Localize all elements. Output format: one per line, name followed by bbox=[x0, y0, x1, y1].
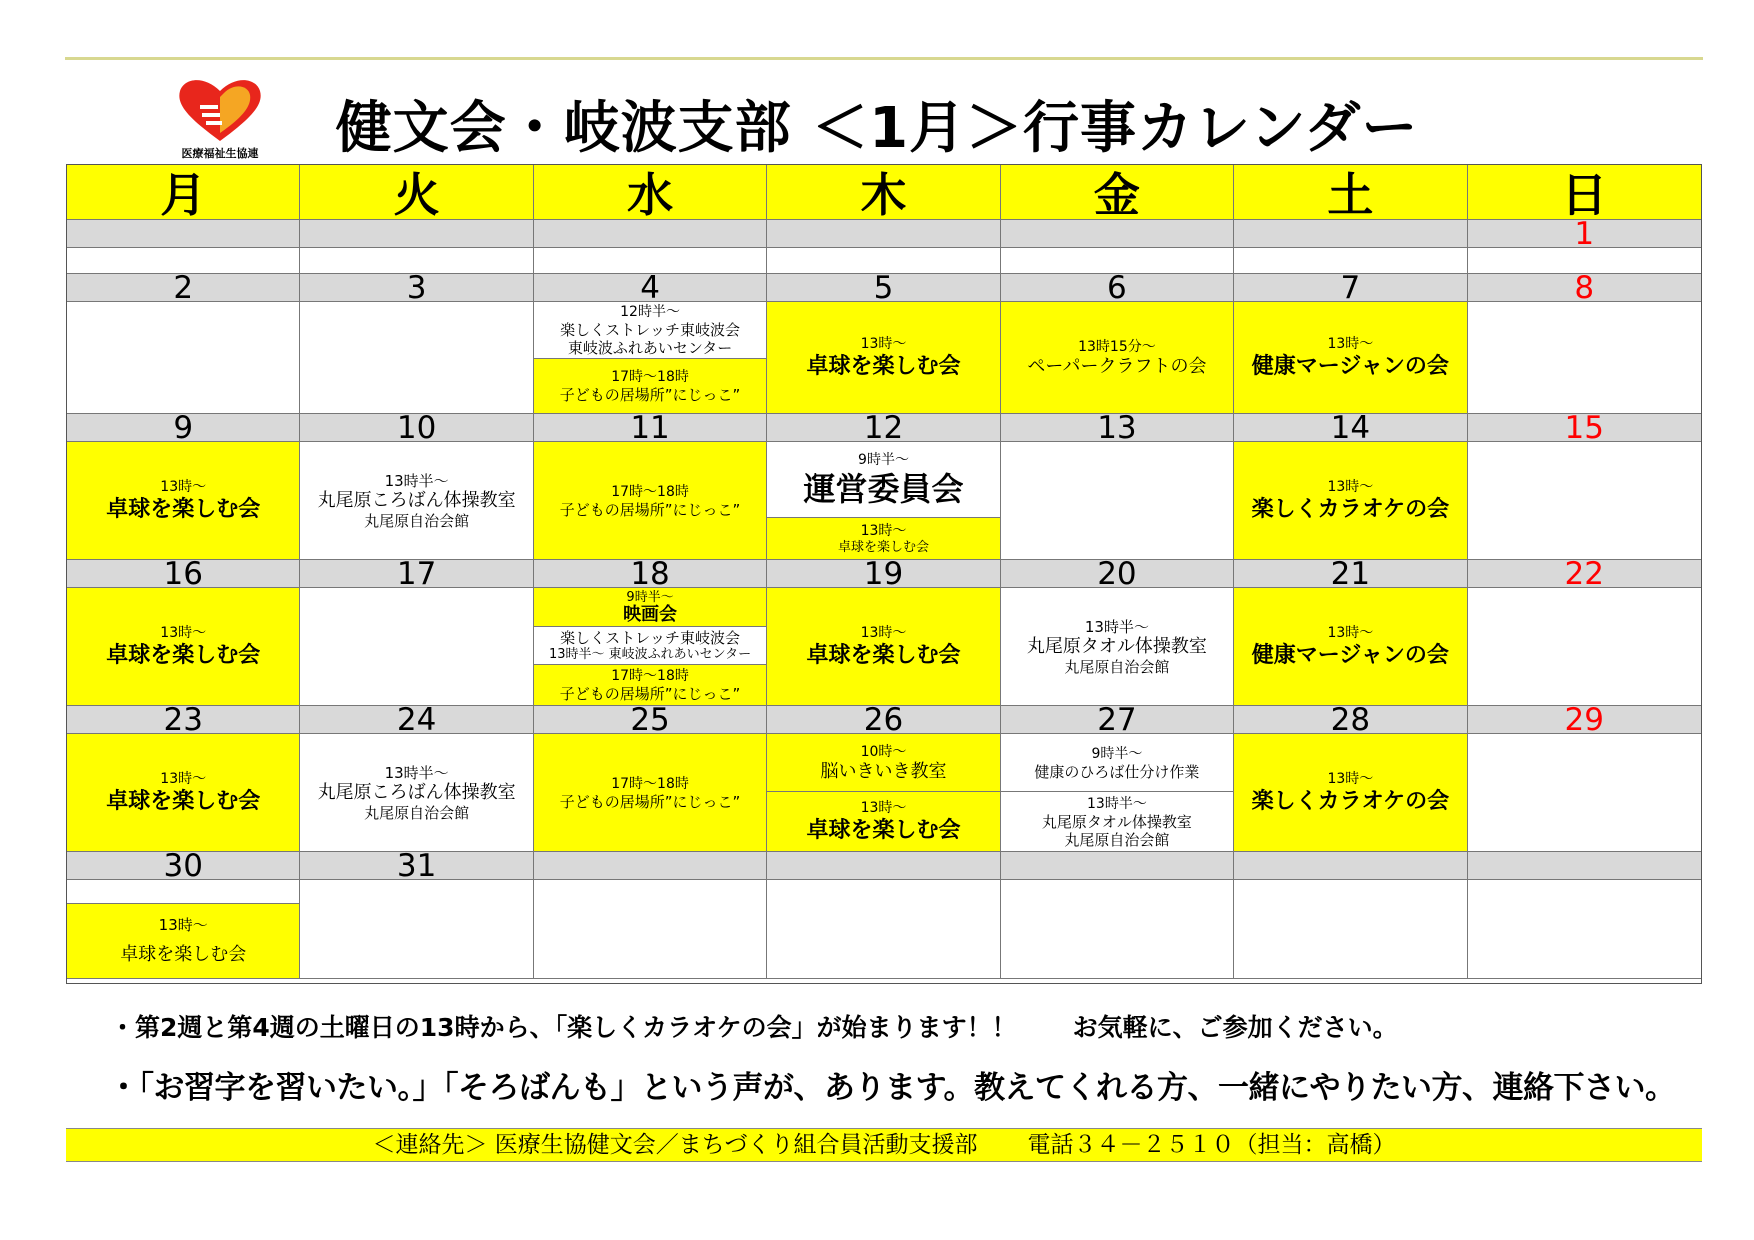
weekday-fri: 金 bbox=[1001, 165, 1234, 220]
weekday-thu: 木 bbox=[767, 165, 1000, 220]
event-stretch: 12時半～ 楽しくストレッチ東岐波会 東岐波ふれあいセンター bbox=[534, 302, 766, 359]
event-cell bbox=[1001, 880, 1234, 979]
event-cell bbox=[1468, 588, 1701, 706]
event-cell bbox=[1468, 734, 1701, 852]
event-nijikko: 17時～18時 子どもの居場所”にじっこ” bbox=[534, 665, 766, 705]
date-26: 26 bbox=[767, 706, 1000, 734]
date-16: 16 bbox=[67, 560, 300, 588]
event-cell bbox=[1468, 442, 1701, 560]
event-cell-23: 13時～ 卓球を楽しむ会 bbox=[67, 734, 300, 852]
date-21: 21 bbox=[1234, 560, 1467, 588]
event-cell bbox=[1234, 248, 1467, 274]
date-cell bbox=[767, 220, 1000, 248]
date-cell bbox=[67, 220, 300, 248]
event-cell-19: 13時～ 卓球を楽しむ会 bbox=[767, 588, 1000, 706]
page-title: 健文会・岐波支部 ＜1月＞行事カレンダー bbox=[335, 96, 1419, 161]
event-committee: 9時半～ 運営委員会 bbox=[767, 442, 999, 518]
event-cell-26 bbox=[767, 734, 1000, 852]
event-cell bbox=[300, 248, 533, 274]
date-cell bbox=[1234, 220, 1467, 248]
date-25: 25 bbox=[534, 706, 767, 734]
event-cell-30: 13時～ 卓球を楽しむ会 bbox=[67, 904, 300, 979]
date-7: 7 bbox=[1234, 274, 1467, 302]
top-rule bbox=[65, 57, 1703, 60]
logo-text: 医療福祉生協連 bbox=[181, 147, 259, 160]
event-cell bbox=[534, 248, 767, 274]
event-cell-16: 13時～ 卓球を楽しむ会 bbox=[67, 588, 300, 706]
event-cell bbox=[1468, 302, 1701, 414]
date-9: 9 bbox=[67, 414, 300, 442]
date-cell bbox=[1234, 852, 1467, 880]
date-4: 4 bbox=[534, 274, 767, 302]
event-cell-27 bbox=[1001, 734, 1234, 852]
event-cell bbox=[300, 302, 533, 414]
event-cell bbox=[1468, 880, 1701, 979]
event-cell-9: 13時～ 卓球を楽しむ会 bbox=[67, 442, 300, 560]
date-11: 11 bbox=[534, 414, 767, 442]
event-cell-21: 13時～ 健康マージャンの会 bbox=[1234, 588, 1467, 706]
event-cell bbox=[534, 880, 767, 979]
event-cell-12 bbox=[767, 442, 1000, 560]
weekday-mon: 月 bbox=[67, 165, 300, 220]
date-10: 10 bbox=[300, 414, 533, 442]
event-cell bbox=[67, 302, 300, 414]
date-30: 30 bbox=[67, 852, 300, 880]
event-brain: 10時～ 脳いきいき教室 bbox=[767, 734, 999, 792]
event-cell-4 bbox=[534, 302, 767, 414]
event-nijikko: 17時～18時 子どもの居場所”にじっこ” bbox=[534, 359, 766, 413]
event-cell bbox=[1234, 880, 1467, 979]
date-cell bbox=[534, 220, 767, 248]
event-cell bbox=[67, 880, 300, 904]
date-12: 12 bbox=[767, 414, 1000, 442]
weekday-sun: 日 bbox=[1468, 165, 1701, 220]
date-27: 27 bbox=[1001, 706, 1234, 734]
event-cell bbox=[767, 880, 1000, 979]
date-29: 29 bbox=[1468, 706, 1701, 734]
date-23: 23 bbox=[67, 706, 300, 734]
date-17: 17 bbox=[300, 560, 533, 588]
event-cell-20: 13時半～ 丸尾原タオル体操教室 丸尾原自治会館 bbox=[1001, 588, 1234, 706]
event-cell bbox=[767, 248, 1000, 274]
weekday-tue: 火 bbox=[300, 165, 533, 220]
event-pingpong: 13時～ 卓球を楽しむ会 bbox=[767, 518, 999, 559]
event-cell-7: 13時～ 健康マージャンの会 bbox=[1234, 302, 1467, 414]
date-5: 5 bbox=[767, 274, 1000, 302]
date-cell bbox=[1001, 220, 1234, 248]
weekday-sat: 土 bbox=[1234, 165, 1467, 220]
contact-bar: ＜連絡先＞ 医療生協健文会／まちづくり組合員活動支援部 電話３４－２５１０（担当：高橋） bbox=[66, 1128, 1702, 1162]
event-cell bbox=[1001, 442, 1234, 560]
date-31: 31 bbox=[300, 852, 533, 880]
date-cell bbox=[534, 852, 767, 880]
event-pingpong: 13時～ 卓球を楽しむ会 bbox=[767, 792, 999, 851]
date-3: 3 bbox=[300, 274, 533, 302]
notice-calligraphy: ・「お習字を習いたい。」「そろばんも」という声が、あります。教えてくれる方、一緒にやりたい方、連絡下さい。 bbox=[108, 1070, 1676, 1106]
event-cell-18 bbox=[534, 588, 767, 706]
event-cell bbox=[67, 248, 300, 274]
weekday-wed: 水 bbox=[534, 165, 767, 220]
date-20: 20 bbox=[1001, 560, 1234, 588]
event-cell-24: 13時半～ 丸尾原ころばん体操教室 丸尾原自治会館 bbox=[300, 734, 533, 852]
date-18: 18 bbox=[534, 560, 767, 588]
event-cell-11: 17時～18時 子どもの居場所”にじっこ” bbox=[534, 442, 767, 560]
date-13: 13 bbox=[1001, 414, 1234, 442]
event-cell bbox=[300, 880, 533, 979]
event-cell-25: 17時～18時 子どもの居場所”にじっこ” bbox=[534, 734, 767, 852]
notice-karaoke: ・第2週と第4週の土曜日の13時から、「楽しくカラオケの会」が始まります！！ お気軽に、ご参加ください。 bbox=[110, 1013, 1398, 1042]
event-cell-28: 13時～ 楽しくカラオケの会 bbox=[1234, 734, 1467, 852]
event-cell-10: 13時半～ 丸尾原ころばん体操教室 丸尾原自治会館 bbox=[300, 442, 533, 560]
date-cell bbox=[1001, 852, 1234, 880]
event-cell bbox=[1001, 248, 1234, 274]
event-sorting: 9時半～ 健康のひろば仕分け作業 bbox=[1001, 734, 1233, 792]
event-cell-6: 13時15分～ ペーパークラフトの会 bbox=[1001, 302, 1234, 414]
date-24: 24 bbox=[300, 706, 533, 734]
event-cell-5: 13時～ 卓球を楽しむ会 bbox=[767, 302, 1000, 414]
event-cell bbox=[300, 588, 533, 706]
date-cell bbox=[300, 220, 533, 248]
event-stretch: 楽しくストレッチ東岐波会 13時半～ 東岐波ふれあいセンター bbox=[534, 627, 766, 665]
date-15: 15 bbox=[1468, 414, 1701, 442]
event-movie: 9時半～ 映画会 bbox=[534, 588, 766, 627]
event-cell-14: 13時～ 楽しくカラオケの会 bbox=[1234, 442, 1467, 560]
date-22: 22 bbox=[1468, 560, 1701, 588]
date-2: 2 bbox=[67, 274, 300, 302]
date-cell bbox=[767, 852, 1000, 880]
date-8: 8 bbox=[1468, 274, 1701, 302]
calendar-grid bbox=[66, 164, 1702, 984]
date-19: 19 bbox=[767, 560, 1000, 588]
date-14: 14 bbox=[1234, 414, 1467, 442]
date-cell bbox=[1468, 852, 1701, 880]
event-towel: 13時半～ 丸尾原タオル体操教室 丸尾原自治会館 bbox=[1001, 792, 1233, 851]
event-cell bbox=[1468, 248, 1701, 274]
date-28: 28 bbox=[1234, 706, 1467, 734]
date-1: 1 bbox=[1468, 220, 1701, 248]
date-6: 6 bbox=[1001, 274, 1234, 302]
